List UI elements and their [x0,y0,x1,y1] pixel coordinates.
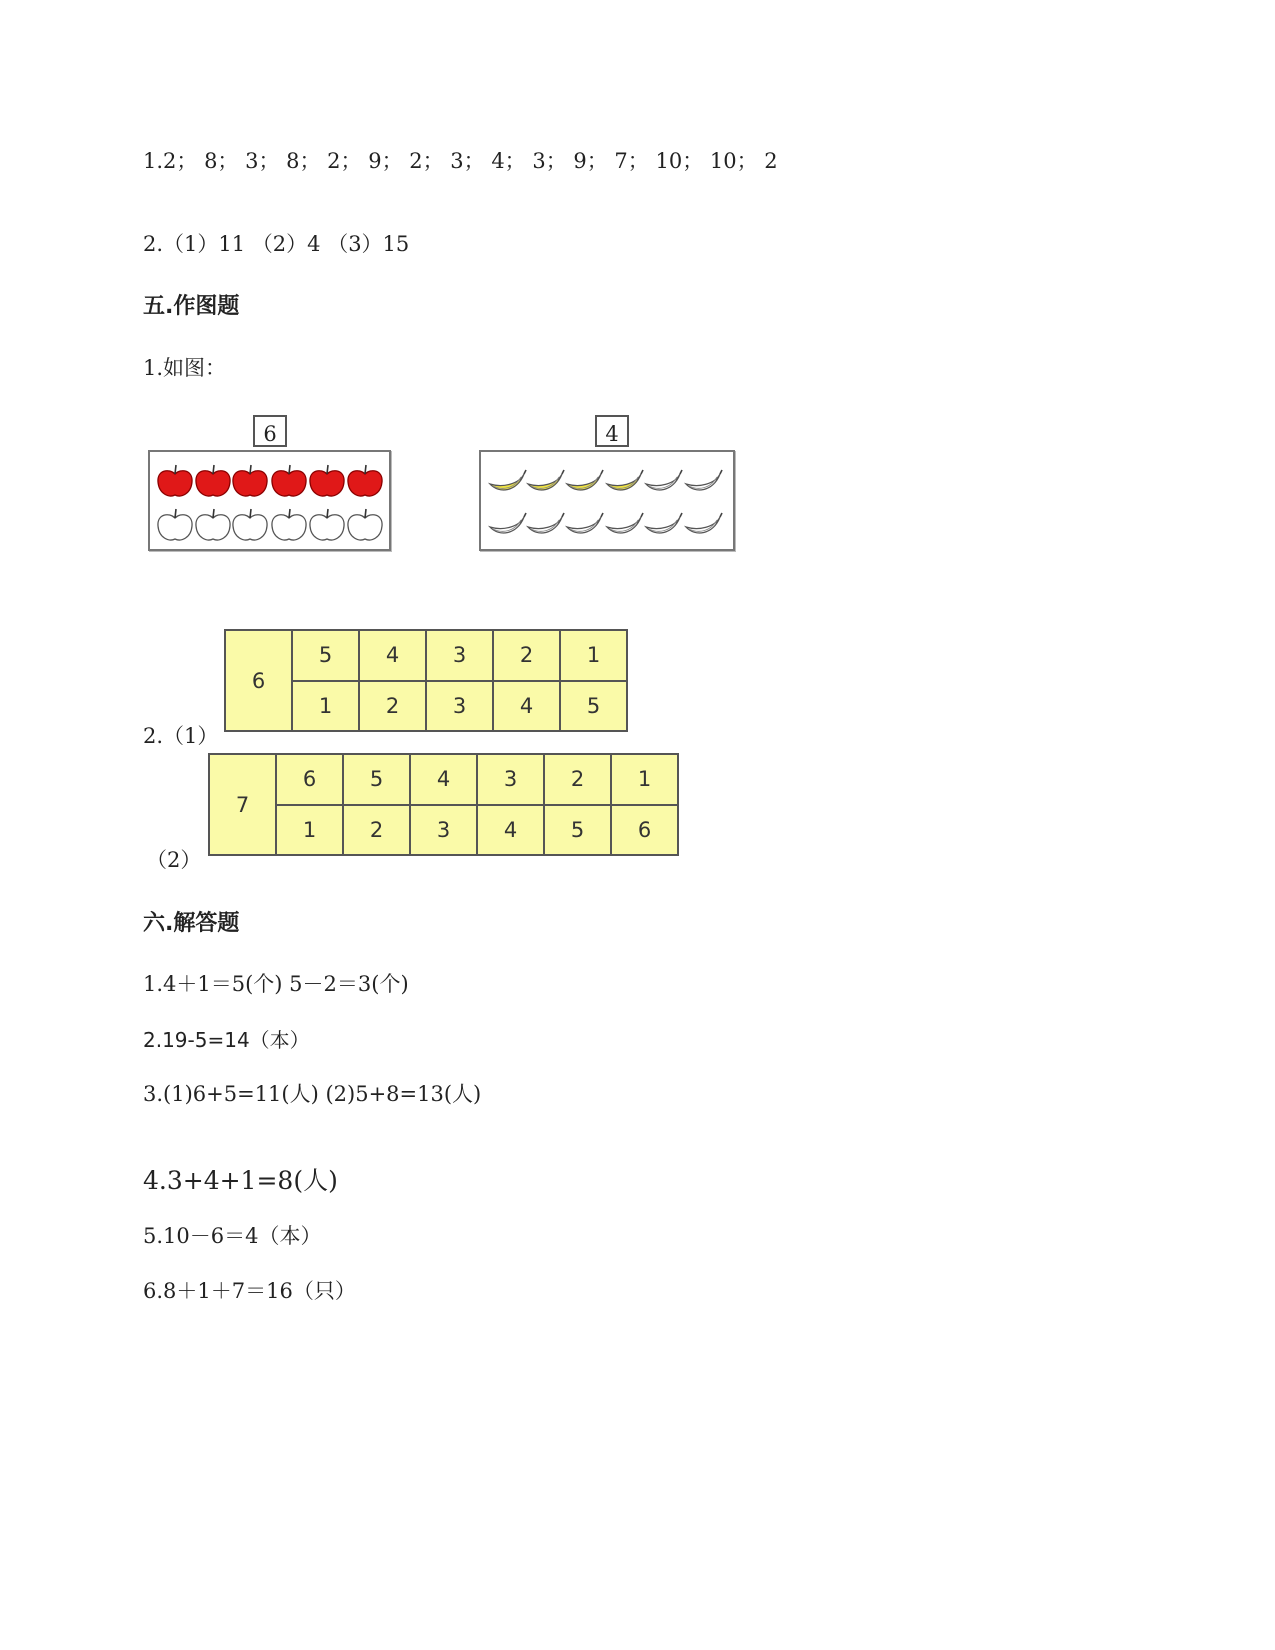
table-bottom-cell: 4 [493,681,560,732]
banana-filled [528,470,564,490]
answer-6-5: 5.10－6＝4（本） [143,1224,322,1248]
apple-outline [348,509,382,540]
table-top-cell: 1 [611,754,678,805]
table-bottom-cell: 2 [343,805,410,856]
table-total-cell: 6 [225,630,292,731]
apple-filled [196,465,230,496]
table-top-cell: 3 [426,630,493,681]
apple-outline [196,509,230,540]
table-bottom-cell: 1 [276,805,343,856]
apple-outline [158,509,192,540]
apple-filled [233,465,267,496]
banana-outline [686,513,722,533]
banana-outline [567,513,603,533]
table-bottom-cell: 5 [544,805,611,856]
answer-line-1: 1.2； 8； 3； 8； 2； 9； 2； 3； 4； 3； 9； 7； 10； 10； 2 [143,149,778,173]
banana-outline [528,513,564,533]
apple-filled [310,465,344,496]
table-bottom-cell: 2 [359,681,426,732]
banana-outline [646,513,682,533]
table-bottom-cell: 1 [292,681,359,732]
table-top-cell: 2 [544,754,611,805]
table-top-cell: 3 [477,754,544,805]
section-heading-6: 六.解答题 [143,911,240,936]
decomposition-table-7 [208,753,679,856]
apple-outline [310,509,344,540]
table-top-cell: 1 [560,630,627,681]
answer-6-6: 6.8＋1＋7＝16（只） [143,1279,356,1303]
table-top-cell: 2 [493,630,560,681]
apple-filled [348,465,382,496]
table-bottom-cell: 3 [410,805,477,856]
apple-drawing [150,452,389,549]
apple-filled [158,465,192,496]
apple-filled [272,465,306,496]
table-top-cell: 5 [292,630,359,681]
question-2-label-1: 2.（1） [143,724,219,748]
question-1-label: 1.如图： [143,356,227,380]
banana-outline [686,470,722,490]
banana-outline [490,513,526,533]
table-total-cell: 7 [209,754,276,855]
banana-filled [490,470,526,490]
table-bottom-cell: 5 [560,681,627,732]
banana-outline [607,513,643,533]
apple-box [148,450,391,551]
banana-filled [607,470,643,490]
banana-count-box: 4 [595,415,629,447]
answer-6-1: 1.4＋1＝5(个) 5－2＝3(个) [143,972,409,996]
answer-6-4: 4.3+4+1=8(人) [143,1166,338,1195]
decomposition-table-6 [224,629,628,732]
apple-count-box: 6 [253,415,287,447]
table-bottom-cell: 4 [477,805,544,856]
question-2-label-2: （2） [146,848,202,872]
table-top-cell: 6 [276,754,343,805]
table-top-cell: 4 [410,754,477,805]
banana-drawing [481,452,733,549]
answer-6-2: 2.19-5=14（本） [143,1028,310,1052]
table-top-cell: 4 [359,630,426,681]
table-top-cell: 5 [343,754,410,805]
table-bottom-cell: 6 [611,805,678,856]
answer-6-3: 3.(1)6+5=11(人) (2)5+8=13(人) [143,1082,482,1106]
banana-box [479,450,735,551]
answer-line-2: 2.（1）11 （2）4 （3）15 [143,232,410,256]
section-heading-5: 五.作图题 [143,294,240,319]
banana-outline [646,470,682,490]
apple-outline [272,509,306,540]
apple-outline [233,509,267,540]
banana-filled [567,470,603,490]
table-bottom-cell: 3 [426,681,493,732]
